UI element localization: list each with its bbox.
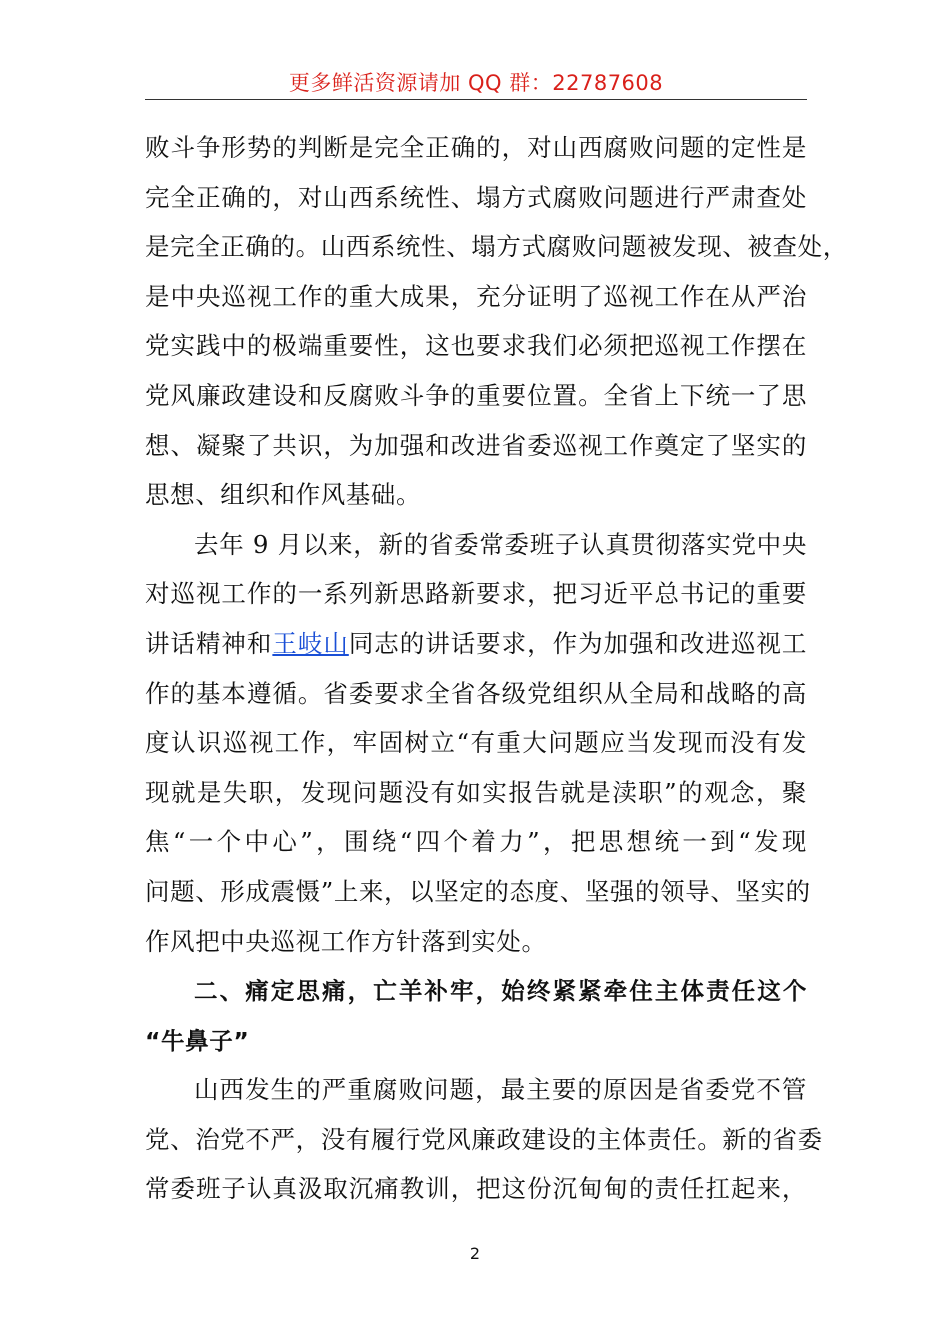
text-line: 党风廉政建设和反腐败斗争的重要位置。全省上下统一了思 xyxy=(145,380,807,410)
section-heading-cont: “牛鼻子” xyxy=(145,1026,250,1055)
header-promo-text: 更多鲜活资源请加 QQ 群：22787608 xyxy=(288,71,664,95)
person-link[interactable]: 王岐山 xyxy=(272,628,349,658)
text-line: 是中央巡视工作的重大成果，充分证明了巡视工作在从严治 xyxy=(145,281,807,311)
text-line: 想、凝聚了共识，为加强和改进省委巡视工作奠定了坚实的 xyxy=(145,430,807,460)
text-span: 同志的讲话要求，作为加强和改进巡视工 xyxy=(348,628,807,658)
text-line: 度认识巡视工作，牢固树立“有重大问题应当发现而没有发 xyxy=(145,728,807,758)
text-line: 作的基本遵循。省委要求全省各级党组织从全局和战略的高 xyxy=(145,678,807,708)
text-line: 山西发生的严重腐败问题，最主要的原因是省委党不管 xyxy=(194,1075,807,1105)
section-heading: 二、痛定思痛，亡羊补牢，始终紧紧牵住主体责任这个 xyxy=(194,977,807,1006)
text-line: 常委班子认真汲取沉痛教训，把这份沉甸甸的责任扛起来， xyxy=(145,1174,807,1204)
text-line: 党、治党不严，没有履行党风廉政建设的主体责任。新的省委 xyxy=(145,1124,823,1154)
text-line: 作风把中央巡视工作方针落到实处。 xyxy=(145,926,547,956)
text-line: 完全正确的，对山西系统性、塌方式腐败问题进行严肃查处 xyxy=(145,182,807,212)
text-line: 党实践中的极端重要性，这也要求我们必须把巡视工作摆在 xyxy=(145,331,807,361)
text-line: 现就是失职，发现问题没有如实报告就是渎职”的观念，聚 xyxy=(145,777,807,807)
text-line: 焦“一个中心”，围绕“四个着力”，把思想统一到“发现 xyxy=(145,827,807,857)
text-line: 去年 9 月以来，新的省委常委班子认真贯彻落实党中央 xyxy=(194,529,807,559)
text-line: 是完全正确的。山西系统性、塌方式腐败问题被发现、被查处， xyxy=(145,232,848,262)
text-span: 讲话精神和 xyxy=(145,628,273,658)
text-line: 败斗争形势的判断是完全正确的，对山西腐败问题的定性是 xyxy=(145,133,807,162)
header-rule xyxy=(145,99,807,100)
text-line: 问题、形成震慑”上来，以坚定的态度、坚强的领导、坚实的 xyxy=(145,876,811,906)
text-line-with-link xyxy=(145,626,807,676)
page-number: 2 xyxy=(469,1244,481,1263)
document-body xyxy=(145,130,848,1221)
text-line: 思想、组织和作风基础。 xyxy=(145,480,422,510)
text-line: 对巡视工作的一系列新思路新要求，把习近平总书记的重要 xyxy=(145,579,807,609)
